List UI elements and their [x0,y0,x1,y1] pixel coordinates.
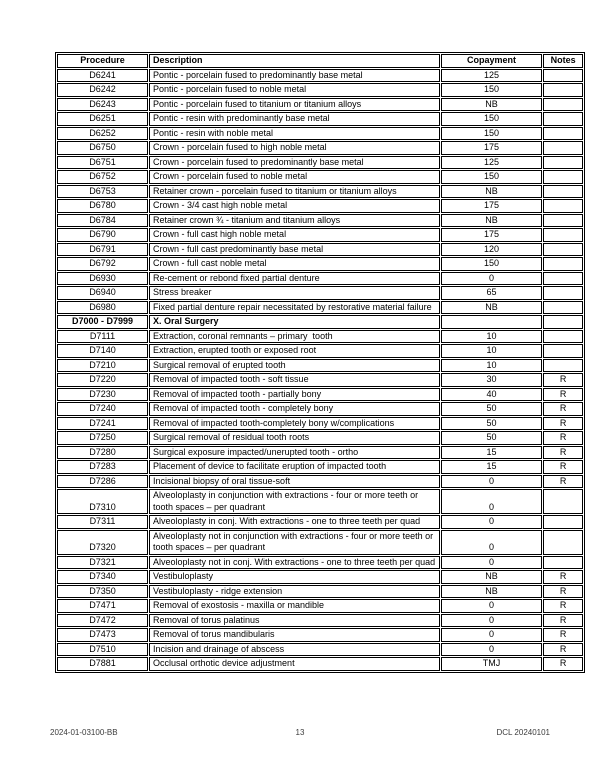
copayment-cell: 10 [441,330,542,344]
table-row [57,243,583,257]
copayment-cell: 65 [441,286,542,300]
table-row [57,199,583,213]
procedure-cell: D7311 [57,515,148,529]
notes-cell: R [543,417,583,431]
notes-cell: R [543,431,583,445]
procedure-cell: D6242 [57,83,148,97]
description-cell: X. Oral Surgery [149,315,440,329]
table-row [57,214,583,228]
copayment-table [55,52,585,673]
description-cell: Surgical exposure impacted/unerupted tooth - ortho [149,446,440,460]
table-header [57,54,583,68]
procedure-cell: D6252 [57,127,148,141]
table-row [57,112,583,126]
table-row [57,156,583,170]
procedure-cell: D7240 [57,402,148,416]
copayment-cell: 40 [441,388,542,402]
description-cell: Placement of device to facilitate eruption of impacted tooth [149,460,440,474]
copayment-column-header: Copayment [441,54,542,68]
procedure-cell: D7350 [57,585,148,599]
description-cell: Crown - full cast predominantly base metal [149,243,440,257]
procedure-cell: D6980 [57,301,148,315]
table-row [57,585,583,599]
description-cell: Fixed partial denture repair necessitated by restorative material failure [149,301,440,315]
description-column-header: Description [149,54,440,68]
description-cell: Occlusal orthotic device adjustment [149,657,440,671]
description-cell: Alveoloplasty in conjunction with extractions - four or more teeth or tooth spaces – per quadrant [149,489,440,514]
copayment-cell: 0 [441,272,542,286]
notes-cell: R [543,460,583,474]
table-row [57,475,583,489]
procedure-cell: D7310 [57,489,148,514]
table-row [57,286,583,300]
procedure-cell: D6930 [57,272,148,286]
table-row [57,530,583,555]
copayment-cell: 15 [441,460,542,474]
copayment-cell: 0 [441,530,542,555]
table-body [57,69,583,671]
table-row [57,556,583,570]
table-row [57,344,583,358]
description-cell: Alveoloplasty in conj. With extractions - one to three teeth per quad [149,515,440,529]
procedure-cell: D7241 [57,417,148,431]
description-cell: Vestibuloplasty [149,570,440,584]
notes-cell: R [543,628,583,642]
procedure-cell: D6243 [57,98,148,112]
copayment-cell: 0 [441,475,542,489]
copayment-cell: 175 [441,199,542,213]
table-row [57,657,583,671]
table-row [57,515,583,529]
description-cell: Incision and drainage of abscess [149,643,440,657]
copayment-cell: NB [441,214,542,228]
description-cell: Vestibuloplasty - ridge extension [149,585,440,599]
notes-cell [543,301,583,315]
procedure-cell: D6791 [57,243,148,257]
copayment-cell: NB [441,185,542,199]
notes-column-header: Notes [543,54,583,68]
copayment-cell: 10 [441,344,542,358]
table-row [57,373,583,387]
description-cell: Alveoloplasty not in conj. With extractions - one to three teeth per quad [149,556,440,570]
copayment-cell: NB [441,585,542,599]
procedure-cell: D7473 [57,628,148,642]
procedure-cell: D7510 [57,643,148,657]
table-row [57,431,583,445]
page-footer [50,728,550,737]
table-row [57,643,583,657]
description-cell: Removal of impacted tooth-completely bony w/complications [149,417,440,431]
notes-cell: R [543,585,583,599]
notes-cell [543,530,583,555]
table-row [57,460,583,474]
notes-cell [543,315,583,329]
procedure-cell: D6241 [57,69,148,83]
table-row [57,614,583,628]
table-row [57,402,583,416]
description-cell: Crown - porcelain fused to high noble metal [149,141,440,155]
procedure-cell: D6790 [57,228,148,242]
table-row [57,301,583,315]
description-cell: Removal of impacted tooth - soft tissue [149,373,440,387]
notes-cell [543,214,583,228]
description-cell: Stress breaker [149,286,440,300]
notes-cell [543,127,583,141]
copayment-cell: 30 [441,373,542,387]
footer-document-code: 2024-01-03100-BB [50,728,118,737]
table-row [57,417,583,431]
procedure-cell: D7472 [57,614,148,628]
copayment-cell: 175 [441,141,542,155]
table-row [57,489,583,514]
notes-cell [543,272,583,286]
notes-cell: R [543,599,583,613]
procedure-cell: D6792 [57,257,148,271]
copayment-cell: 0 [441,628,542,642]
notes-cell: R [543,446,583,460]
copayment-cell: 175 [441,228,542,242]
table-row [57,83,583,97]
table-row [57,272,583,286]
description-cell: Incisional biopsy of oral tissue-soft [149,475,440,489]
procedure-cell: D7230 [57,388,148,402]
procedure-cell: D7000 - D7999 [57,315,148,329]
procedure-column-header: Procedure [57,54,148,68]
table-row [57,170,583,184]
procedure-cell: D6780 [57,199,148,213]
notes-cell [543,515,583,529]
notes-cell [543,257,583,271]
notes-cell [543,141,583,155]
description-cell: Pontic - porcelain fused to noble metal [149,83,440,97]
table-row [57,446,583,460]
description-cell: Pontic - resin with predominantly base metal [149,112,440,126]
copayment-cell: 150 [441,127,542,141]
procedure-cell: D7140 [57,344,148,358]
procedure-cell: D7471 [57,599,148,613]
procedure-cell: D6751 [57,156,148,170]
description-cell: Pontic - porcelain fused to titanium or titanium alloys [149,98,440,112]
description-cell: Pontic - resin with noble metal [149,127,440,141]
copayment-cell: NB [441,301,542,315]
copayment-cell: 10 [441,359,542,373]
copayment-cell: 125 [441,69,542,83]
description-cell: Removal of impacted tooth - partially bony [149,388,440,402]
procedure-cell: D7881 [57,657,148,671]
copayment-cell: 0 [441,489,542,514]
notes-cell [543,243,583,257]
description-cell: Crown - full cast high noble metal [149,228,440,242]
copayment-cell: 120 [441,243,542,257]
notes-cell [543,199,583,213]
notes-cell [543,228,583,242]
description-cell: Crown - 3/4 cast high noble metal [149,199,440,213]
description-cell: Crown - full cast noble metal [149,257,440,271]
table-row [57,228,583,242]
description-cell: Alveoloplasty not in conjunction with extractions - four or more teeth or tooth spaces – per quadrant [149,530,440,555]
table-row [57,98,583,112]
copayment-cell: 50 [441,402,542,416]
procedure-cell: D7111 [57,330,148,344]
table-row [57,69,583,83]
copayment-cell: 15 [441,446,542,460]
notes-cell: R [543,388,583,402]
description-cell: Removal of impacted tooth - completely bony [149,402,440,416]
table-row [57,127,583,141]
procedure-cell: D7250 [57,431,148,445]
description-cell: Pontic - porcelain fused to predominantly base metal [149,69,440,83]
notes-cell: R [543,402,583,416]
footer-page-number: 13 [295,728,305,737]
procedure-cell: D7210 [57,359,148,373]
table-row [57,628,583,642]
notes-cell [543,156,583,170]
notes-cell [543,489,583,514]
procedure-cell: D6752 [57,170,148,184]
procedure-cell: D6251 [57,112,148,126]
description-cell: Removal of exostosis - maxilla or mandible [149,599,440,613]
procedure-cell: D6750 [57,141,148,155]
notes-cell [543,112,583,126]
notes-cell: R [543,643,583,657]
notes-cell: R [543,614,583,628]
copayment-cell: 0 [441,515,542,529]
notes-cell [543,185,583,199]
footer-revision-code: DCL 20240101 [496,728,551,737]
procedure-cell: D7286 [57,475,148,489]
copayment-cell: NB [441,98,542,112]
procedure-cell: D7321 [57,556,148,570]
description-cell: Extraction, erupted tooth or exposed root [149,344,440,358]
description-cell: Surgical removal of erupted tooth [149,359,440,373]
copayment-cell: 50 [441,417,542,431]
table-row [57,599,583,613]
procedure-cell: D6940 [57,286,148,300]
copayment-cell: 125 [441,156,542,170]
notes-cell [543,556,583,570]
description-cell: Crown - porcelain fused to noble metal [149,170,440,184]
table-row [57,257,583,271]
notes-cell: R [543,373,583,387]
notes-cell [543,330,583,344]
notes-cell [543,69,583,83]
description-cell: Re-cement or rebond fixed partial denture [149,272,440,286]
section-header-row [57,315,583,329]
table-row [57,185,583,199]
procedure-cell: D6784 [57,214,148,228]
description-cell: Removal of torus mandibularis [149,628,440,642]
procedure-cell: D7220 [57,373,148,387]
notes-cell [543,170,583,184]
notes-cell [543,98,583,112]
description-cell: Retainer crown - porcelain fused to titanium or titanium alloys [149,185,440,199]
description-cell: Surgical removal of residual tooth roots [149,431,440,445]
table-row [57,388,583,402]
description-cell: Crown - porcelain fused to predominantly base metal [149,156,440,170]
notes-cell [543,286,583,300]
table-row [57,570,583,584]
copayment-cell [441,315,542,329]
notes-cell [543,83,583,97]
header-row [57,54,583,68]
notes-cell [543,359,583,373]
procedure-cell: D7340 [57,570,148,584]
copayment-cell: NB [441,570,542,584]
description-cell: Retainer crown ¾ - titanium and titanium alloys [149,214,440,228]
description-cell: Removal of torus palatinus [149,614,440,628]
notes-cell: R [543,475,583,489]
copayment-cell: 50 [441,431,542,445]
copayment-cell: 150 [441,170,542,184]
table-row [57,359,583,373]
copayment-cell: 150 [441,83,542,97]
table-row [57,330,583,344]
procedure-cell: D6753 [57,185,148,199]
copayment-cell: 0 [441,643,542,657]
table-row [57,141,583,155]
copayment-cell: TMJ [441,657,542,671]
copayment-cell: 0 [441,556,542,570]
copayment-cell: 150 [441,112,542,126]
procedure-cell: D7283 [57,460,148,474]
notes-cell: R [543,570,583,584]
copayment-cell: 0 [441,614,542,628]
description-cell: Extraction, coronal remnants – primary tooth [149,330,440,344]
procedure-cell: D7320 [57,530,148,555]
notes-cell: R [543,657,583,671]
procedure-cell: D7280 [57,446,148,460]
copayment-cell: 150 [441,257,542,271]
copayment-cell: 0 [441,599,542,613]
notes-cell [543,344,583,358]
